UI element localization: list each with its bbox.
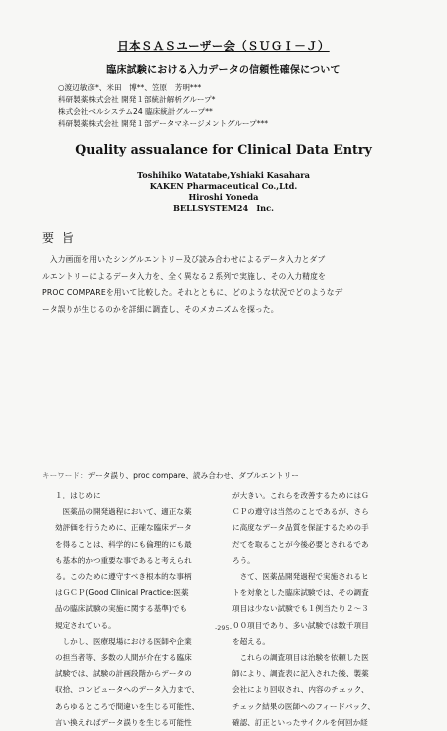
body-line: 試験では、試験の計画段階からデータの <box>55 669 192 679</box>
affiliation-english-1: KAKEN Pharmaceutical Co.,Ltd. <box>149 181 298 191</box>
body-column-left <box>55 488 227 731</box>
keywords <box>42 470 299 481</box>
body-line: 言い換えればデータ誤りを生じる可能性 <box>55 717 192 727</box>
body-line: も基本的かつ重要な事であると考えられ <box>55 555 192 565</box>
body-line: はＧＣＰ(Good Clinical Practice:医薬 <box>55 588 189 598</box>
abstract-line: 入力画面を用いたシングルエントリー及び読み合わせによるデータ入力とダブ <box>42 255 326 264</box>
affiliation-1: 科研製薬株式会社 開発１部統計解析グループ* <box>58 95 216 104</box>
body-line: 規定されている。 <box>55 620 116 630</box>
abstract-line: ルエントリーによるデータ入力を、全く異なる２系列で実施し、その入力精度を <box>42 271 326 281</box>
keywords-text: データ誤り、proc compare、読み合わせ、ダブルエントリー <box>87 471 299 480</box>
body-line: ろう。 <box>232 555 255 565</box>
author-names-japanese: ○渡辺敏彦*、米田 博**、笠原 芳明*** <box>58 83 202 92</box>
body-line: 医薬品の開発過程において、適正な薬 <box>55 507 192 517</box>
body-line: ００項目であり、多い試験では数千項目 <box>232 620 369 630</box>
body-line: チェック結果の医師へのフィードバック、 <box>232 701 375 711</box>
body-line: さて、医薬品開発過程で実施されるヒ <box>232 572 369 582</box>
body-column-right <box>232 488 410 731</box>
body-line: る。このために遵守すべき根本的な事柄 <box>55 572 192 582</box>
body-line: 会社により回収され、内容のチェック、 <box>232 685 369 695</box>
affiliation-3: 科研製薬株式会社 開発１部データマネージメントグループ*** <box>58 119 269 128</box>
paper-title-japanese: 臨床試験における入力データの信頼性確保について <box>106 65 341 76</box>
abstract-line: PROC COMPAREを用いて比較した。それとともに、どのような状況でどのようなデ <box>42 288 343 297</box>
page-number: -295- <box>214 624 233 632</box>
body-line: ＣＰの遵守は当然のことであるが、さら <box>232 507 369 517</box>
abstract-body <box>42 252 414 318</box>
body-line: に高度なデータ品質を保証するための手 <box>232 523 369 533</box>
body-line: 収拾、コンピュータへのデータ入力まで、 <box>55 685 200 695</box>
body-line: これらの調査項目は治験を依頼した医 <box>232 653 369 663</box>
body-line: を得ることは、科学的にも倫理的にも最 <box>55 539 192 549</box>
conference-name: 日本ＳＡＳユーザー会（ＳＵＧＩ－Ｊ） <box>117 39 330 53</box>
body-line: 項目は少ない試験でも１例当たり２～３ <box>232 604 369 614</box>
body-line: あらゆるところで間違いを生じる可能性、 <box>55 701 200 711</box>
keywords-label: キーワード： <box>42 471 88 480</box>
body-line: 確認、訂正といったサイクルを何回か経 <box>232 717 368 727</box>
abstract-heading: 要 旨 <box>42 231 76 245</box>
body-line: が大きい。これらを改善するためにはＧ <box>232 491 369 500</box>
author-name-english-2: Hiroshi Yoneda <box>188 192 259 202</box>
body-line: しかし、医療現場における医師や企業 <box>55 636 192 646</box>
body-line: １．はじめに <box>55 491 101 500</box>
body-line: トを対象とした臨床試験では、その調査 <box>232 588 369 598</box>
body-line: を超える。 <box>232 636 270 646</box>
affiliation-2: 株式会社ベルシステム24 臨床統計グループ** <box>58 107 213 116</box>
author-names-english: Toshihiko Watatabe,Yshiaki Kasahara <box>137 170 310 180</box>
abstract-line: ータ誤りが生じるのかを詳細に調査し、そのメカニズムを探った。 <box>42 304 279 314</box>
body-line: の担当者等、多数の人間が介在する臨床 <box>55 653 192 663</box>
body-line: だてを取ることが今後必要とされるであ <box>232 539 369 549</box>
body-line: 効評価を行うために、正確な臨床データ <box>55 523 192 533</box>
paper-title-english: Quality assualance for Clinical Data Entry <box>75 142 372 157</box>
body-line: 師により、調査表に記入された後、製薬 <box>232 669 369 679</box>
body-line: 品の臨床試験の実施に関する基準)でも <box>55 604 188 614</box>
affiliation-english-2: BELLSYSTEM24 Inc. <box>173 203 274 213</box>
